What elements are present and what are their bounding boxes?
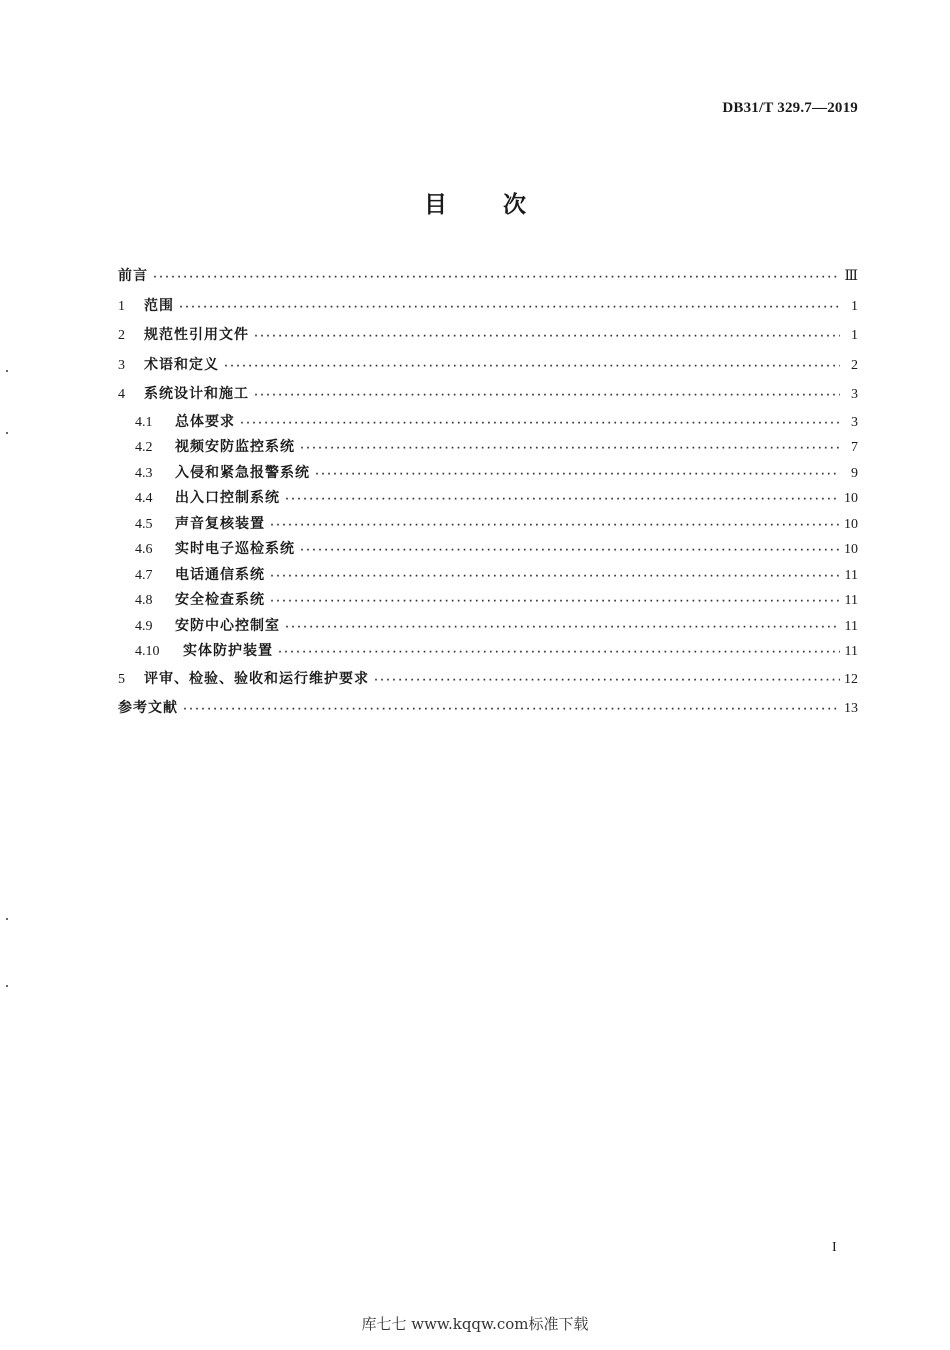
toc-entry-page: 10 <box>844 491 858 506</box>
toc-entry-label: 前言 <box>118 268 148 284</box>
toc-leader-dots <box>299 538 840 564</box>
toc-entry-label: 电话通信系统 <box>175 566 265 583</box>
toc-entry-page: 10 <box>844 542 858 557</box>
toc-leader-dots <box>152 263 840 293</box>
page-title: 目次 <box>424 192 582 218</box>
toc-entry-page: 11 <box>844 567 858 583</box>
toc-leader-dots <box>269 513 840 539</box>
toc-entry-page: 9 <box>851 465 858 481</box>
toc-entry-page: 7 <box>851 440 858 455</box>
scan-artifact-mark <box>6 432 8 434</box>
toc-entry-number: 4.10 <box>135 644 160 659</box>
standard-number: DB31/T 329.7—2019 <box>722 100 858 116</box>
toc-entry-label: 规范性引用文件 <box>144 327 249 343</box>
toc-entry-number: 4.1 <box>135 414 153 430</box>
toc-entry-review-acceptance[interactable] <box>118 665 858 695</box>
toc-subentry[interactable] <box>118 588 858 614</box>
toc-leader-dots <box>239 411 840 437</box>
toc-entry-normative-references[interactable] <box>118 321 858 351</box>
toc-leader-dots <box>269 589 840 615</box>
toc-entry-number: 1 <box>118 298 125 314</box>
toc-entry-page: 1 <box>851 298 858 314</box>
toc-subentry[interactable] <box>118 537 858 563</box>
toc-entry-label: 入侵和紧急报警系统 <box>175 464 310 481</box>
toc-leader-dots <box>253 322 840 352</box>
toc-entry-label: 术语和定义 <box>144 356 219 373</box>
toc-leader-dots <box>182 695 840 725</box>
scan-artifact-mark <box>6 918 8 920</box>
toc-entry-foreword[interactable] <box>118 262 858 292</box>
toc-leader-dots <box>277 640 840 666</box>
toc-subentry[interactable] <box>118 486 858 512</box>
toc-entry-label: 视频安防监控系统 <box>175 439 295 455</box>
toc-entry-label: 评审、检验、验收和运行维护要求 <box>144 670 369 687</box>
toc-subentry[interactable] <box>118 563 858 589</box>
toc-leader-dots <box>299 436 840 462</box>
table-of-contents <box>118 262 858 724</box>
toc-entry-number: 4.4 <box>135 491 153 506</box>
toc-entry-page: 1 <box>851 328 858 343</box>
toc-entry-label: 实时电子巡检系统 <box>175 541 295 557</box>
toc-leader-dots <box>314 462 840 488</box>
toc-entry-number: 5 <box>118 671 125 687</box>
toc-entry-page: 12 <box>844 671 858 687</box>
toc-entry-label: 出入口控制系统 <box>175 490 280 506</box>
toc-entry-number: 4.7 <box>135 567 153 583</box>
toc-subentry[interactable] <box>118 461 858 487</box>
toc-entry-number: 4 <box>118 387 125 402</box>
toc-entry-number: 2 <box>118 328 125 343</box>
toc-entry-label: 声音复核装置 <box>175 515 265 532</box>
toc-entry-page: 11 <box>844 644 858 659</box>
toc-entry-page: 3 <box>851 387 858 402</box>
toc-leader-dots <box>223 352 840 382</box>
toc-subentry[interactable] <box>118 512 858 538</box>
toc-entry-number: 4.9 <box>135 618 153 634</box>
toc-entry-number: 4.3 <box>135 465 153 481</box>
toc-leader-dots <box>178 293 840 323</box>
scan-artifact-mark <box>6 370 8 372</box>
toc-leader-dots <box>269 564 840 590</box>
toc-entry-number: 4.5 <box>135 516 153 532</box>
toc-entry-label: 安全检查系统 <box>175 592 265 608</box>
toc-subentry[interactable] <box>118 614 858 640</box>
toc-entry-label: 范围 <box>144 297 174 314</box>
toc-entry-label: 实体防护装置 <box>183 643 273 659</box>
toc-entry-label: 系统设计和施工 <box>144 386 249 402</box>
toc-entry-page: 3 <box>851 414 858 430</box>
toc-entry-number: 4.6 <box>135 542 153 557</box>
toc-entry-label: 安防中心控制室 <box>175 617 280 634</box>
toc-entry-label: 参考文献 <box>118 700 178 716</box>
toc-entry-label: 总体要求 <box>175 413 235 430</box>
toc-entry-page: 10 <box>844 516 858 532</box>
toc-entry-bibliography[interactable] <box>118 694 858 724</box>
toc-subentry[interactable] <box>118 410 858 436</box>
toc-entry-page: 2 <box>851 357 858 373</box>
toc-entry-page: 13 <box>844 701 858 716</box>
toc-leader-dots <box>253 381 840 411</box>
toc-entry-page: 11 <box>844 593 858 608</box>
toc-entry-number: 3 <box>118 357 125 373</box>
toc-entry-number: 4.2 <box>135 440 153 455</box>
toc-entry-page: Ⅲ <box>844 269 858 284</box>
toc-entry-scope[interactable] <box>118 292 858 322</box>
toc-entry-system-design[interactable] <box>118 380 858 410</box>
footer-watermark-text: 库七七 www.kqqw.com标准下载 <box>361 1315 589 1333</box>
toc-subentry[interactable] <box>118 435 858 461</box>
toc-entry-number: 4.8 <box>135 593 153 608</box>
toc-leader-dots <box>373 666 840 696</box>
toc-subentry[interactable] <box>118 639 858 665</box>
scan-artifact-mark <box>6 985 8 987</box>
toc-leader-dots <box>284 615 840 641</box>
page-number: I <box>832 1240 837 1255</box>
toc-leader-dots <box>284 487 840 513</box>
toc-entry-page: 11 <box>844 618 858 634</box>
toc-entry-terms-definitions[interactable] <box>118 351 858 381</box>
